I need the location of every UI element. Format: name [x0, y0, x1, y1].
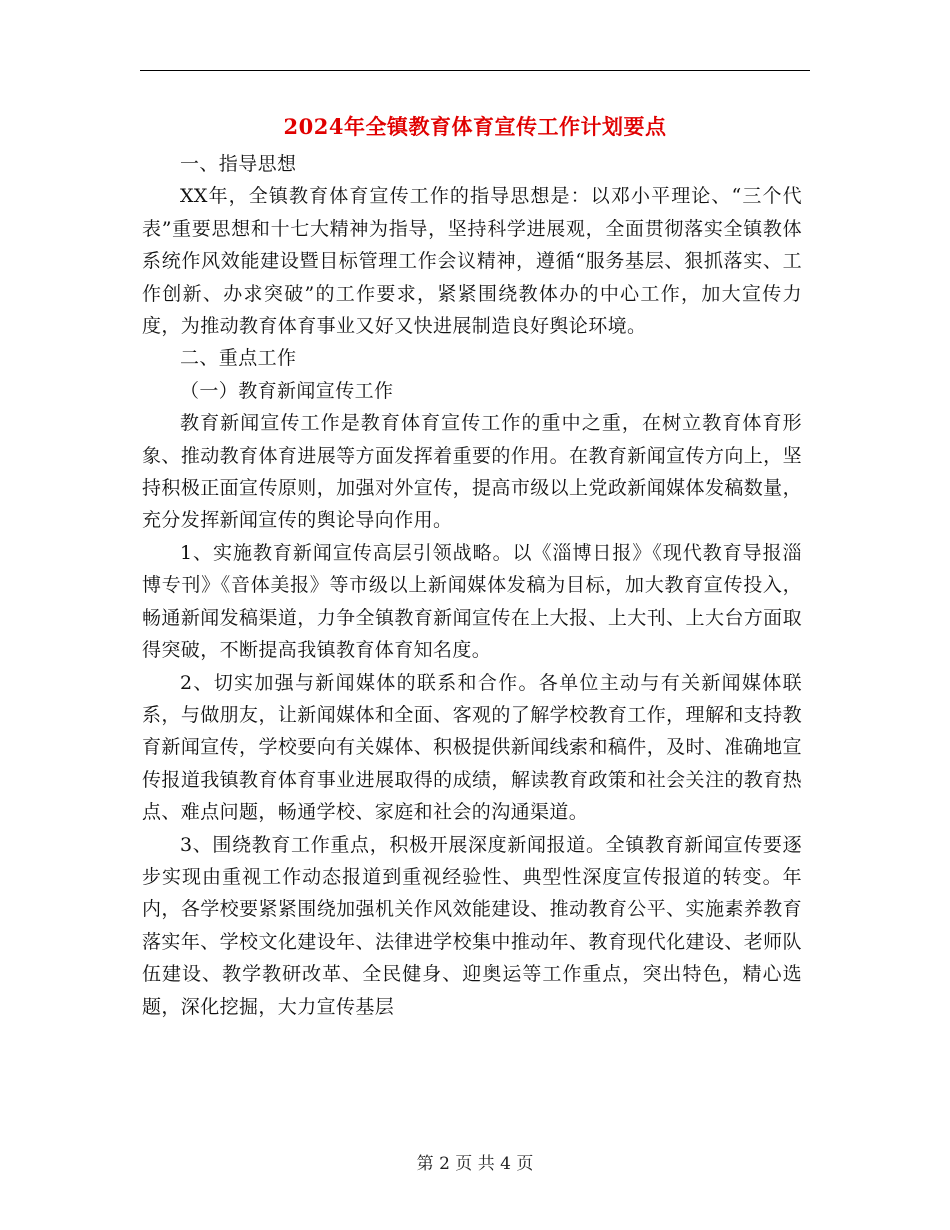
paragraph-item-2: 2、切实加强与新闻媒体的联系和合作。各单位主动与有关新闻媒体联系，与做朋友，让新闻媒体和全面、客观的了解学校教育工作，理解和支持教育新闻宣传，学校要向有关媒体、积极提供新闻线索和稿件，及时、准确地宣传报道我镇教育体育事业进展取得的成绩，解读教育政策和社会关注的教育热点、难点问题，畅通学校、家庭和社会的沟通渠道。	[142, 671, 802, 824]
section-heading-key-work: 二、重点工作	[180, 347, 297, 370]
header-rule	[140, 70, 810, 71]
document-title: 2024年全镇教育体育宣传工作计划要点	[283, 114, 667, 139]
paragraph-guiding-ideology: XX年，全镇教育体育宣传工作的指导思想是：以邓小平理论、“三个代表”重要思想和十七大精神为指导，坚持科学进展观，全面贯彻落实全镇教体系统作风效能建设暨目标管理工作会议精神，遵循“服务基层、狠抓落实、工作创新、办求突破”的工作要求，紧紧围绕教体办的中心工作，加大宣传力度，为推动教育体育事业又好又快进展制造良好舆论环境。	[142, 185, 802, 338]
paragraph-item-3: 3、围绕教育工作重点，积极开展深度新闻报道。全镇教育新闻宣传要逐步实现由重视工作动态报道到重视经验性、典型性深度宣传报道的转变。年内，各学校要紧紧围绕加强机关作风效能建设、推动教育公平、实施素养教育落实年、学校文化建设年、法律进学校集中推动年、教育现代化建设、老师队伍建设、教学教研改革、全民健身、迎奥运等工作重点，突出特色，精心选题，深化挖掘，大力宣传基层	[142, 833, 802, 1018]
subsection-heading-news-publicity: （一）教育新闻宣传工作	[180, 379, 394, 402]
document-body	[142, 148, 802, 1023]
section-heading-guiding-ideology: 一、指导思想	[180, 153, 297, 175]
page-number-footer: 第 2 页 共 4 页	[416, 1154, 534, 1174]
paragraph-item-1: 1、实施教育新闻宣传高层引领战略。以《淄博日报》《现代教育导报淄博专刊》《音体美报》等市级以上新闻媒体发稿为目标，加大教育宣传投入，畅通新闻发稿渠道，力争全镇教育新闻宣传在上大报、上大刊、上大台方面取得突破，不断提高我镇教育体育知名度。	[142, 541, 802, 662]
paragraph-news-publicity: 教育新闻宣传工作是教育体育宣传工作的重中之重，在树立教育体育形象、推动教育体育进展等方面发挥着重要的作用。在教育新闻宣传方向上，坚持积极正面宣传原则，加强对外宣传，提高市级以上党政新闻媒体发稿数量，充分发挥新闻宣传的舆论导向作用。	[142, 412, 802, 532]
